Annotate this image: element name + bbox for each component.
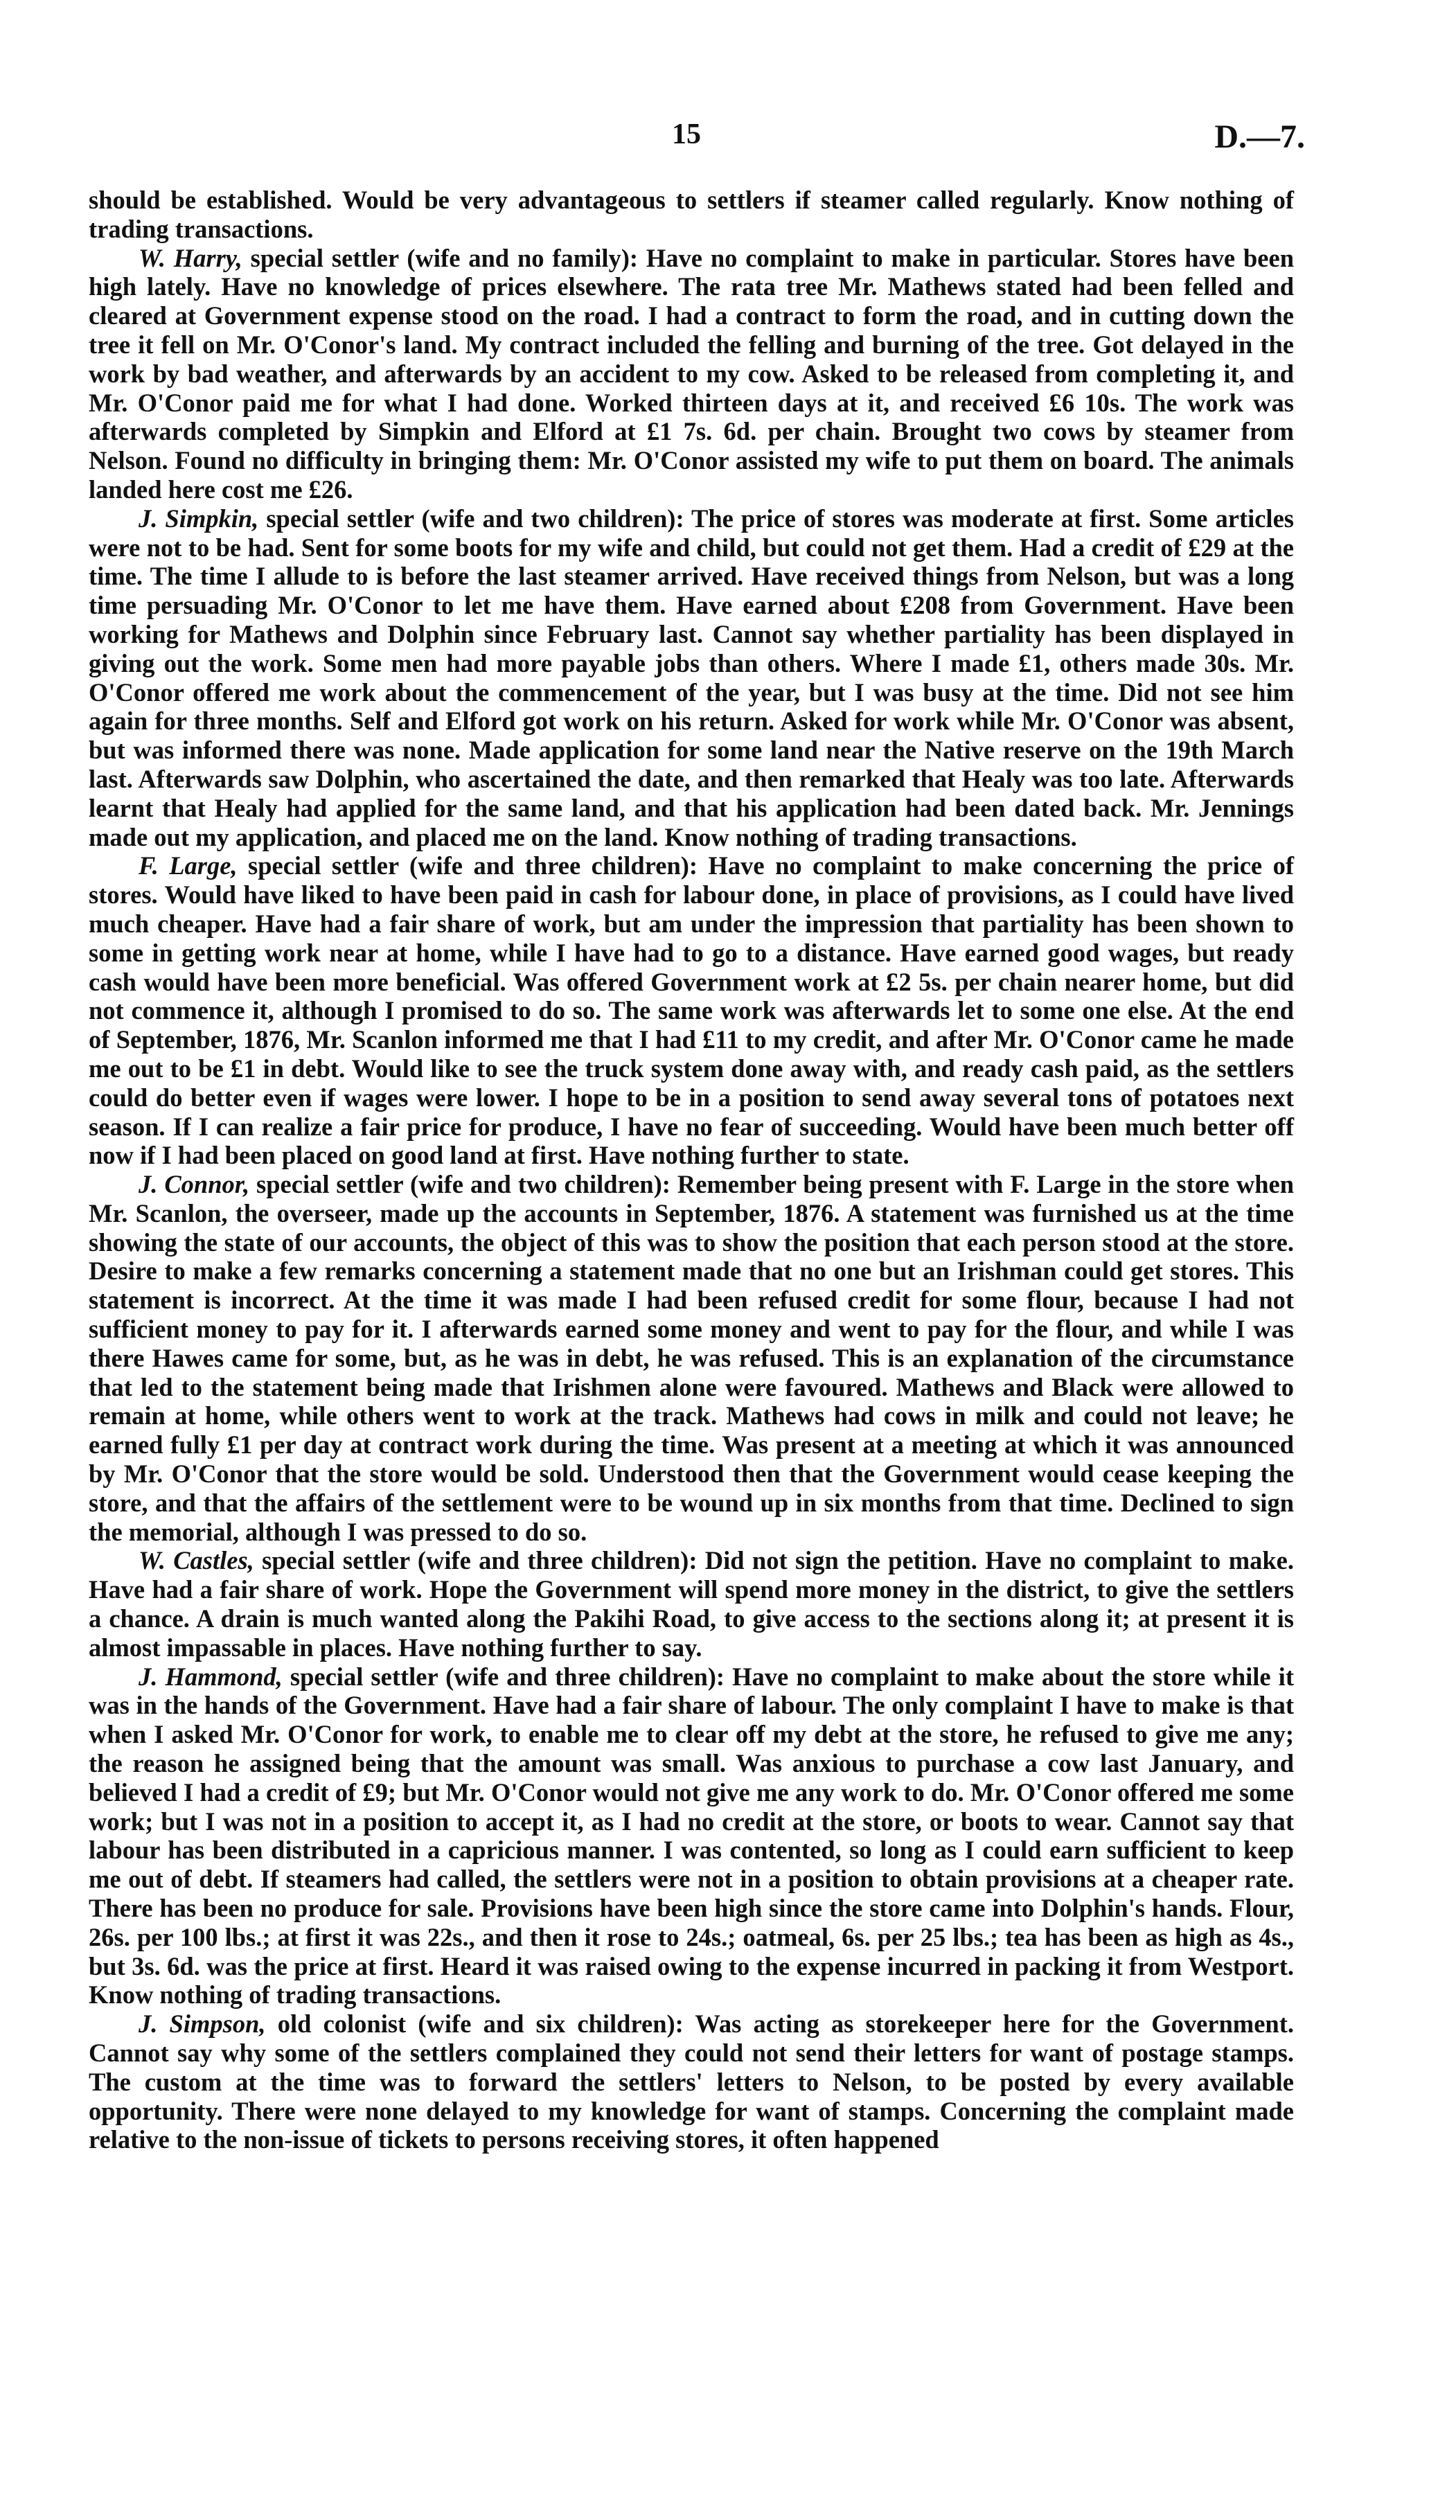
witness-name: J. Hammond, bbox=[139, 1662, 283, 1691]
paragraph-text: should be established. Would be very advantageous to settlers if steamer called regularly. Know nothing of trading transactions. bbox=[89, 186, 1294, 243]
witness-name: F. Large, bbox=[139, 851, 238, 880]
page-number: 15 bbox=[672, 118, 701, 150]
running-head bbox=[0, 118, 1456, 159]
testimony-paragraph-simpkin bbox=[89, 504, 1294, 852]
paragraph-text: special settler (wife and two children): The price of stores was moderate at first. Some articles were not to be had. Sent for some boots for my wife and child, but could not get them. Had a credit of £29 at the time. The time I allude to is before the last steamer arrived. Have received things from Nelson, but was a long time persuading Mr. O'Conor to let me have them. Have earned about £208 from Government. Have been working for Mathews and Dolphin since February last. Cannot say whether partiality has been displayed in giving out the work. Some men had more payable jobs than others. Where I made £1, others made 30s. Mr. O'Conor offered me work about the commencement of the year, but I was busy at the time. Did not see him again for three months. Self and Elford got work on his return. Asked for work while Mr. O'Conor was absent, but was informed there was none. Made application for some land near the Native reserve on the 19th March last. Afterwards saw Dolphin, who ascertained the date, and then remarked that Healy was too late. Afterwards learnt that Healy had applied for the same land, and that his application had been dated back. Mr. Jennings made out my application, and placed me on the land. Know nothing of trading transactions. bbox=[89, 504, 1294, 851]
paragraph-text: old colonist (wife and six children): Was acting as storekeeper here for the Government. Cannot say why some of the settlers complained they could not send their letters for want of postage stamps. The custom at the time was to forward the settlers' letters to Nelson, to be posted by every available opportunity. There were none delayed to my knowledge for want of stamps. Concerning the complaint made relative to the non-issue of tickets to persons receiving stores, it often happened bbox=[89, 2009, 1294, 2154]
testimony-paragraph-simpson bbox=[89, 2009, 1294, 2154]
paragraph-continuation bbox=[89, 186, 1294, 244]
testimony-paragraph-harry bbox=[89, 244, 1294, 504]
paragraph-text: special settler (wife and three children): Have no complaint to make concerning the price of stores. Would have liked to have been paid in cash for labour done, in place of provisions, as I could have lived much cheaper. Have had a fair share of work, but am under the impression that partiality has been shown to some in getting work near at home, while I have had to go to a distance. Have earned good wages, but ready cash would have been more beneficial. Was offered Government work at £2 5s. per chain nearer home, but did not commence it, although I promised to do so. The same work was afterwards let to some one else. At the end of September, 1876, Mr. Scanlon informed me that I had £11 to my credit, and after Mr. O'Conor came he made me out to be £1 in debt. Would like to see the truck system done away with, and ready cash paid, as the settlers could do better even if wages were lower. I hope to be in a position to send away several tons of potatoes next season. If I can realize a fair price for produce, I have no fear of succeeding. Would have been much better off now if I had been placed on good land at first. Have nothing further to state. bbox=[89, 851, 1294, 1170]
body-text bbox=[89, 186, 1294, 2154]
testimony-paragraph-hammond bbox=[89, 1662, 1294, 2010]
witness-name: J. Simpkin, bbox=[139, 504, 259, 533]
witness-name: J. Connor, bbox=[139, 1170, 250, 1199]
testimony-paragraph-large bbox=[89, 851, 1294, 1170]
paragraph-text: special settler (wife and three children): Have no complaint to make about the store while it was in the hands of the Government. Have had a fair share of labour. The only complaint I have to make is that when I asked Mr. O'Conor for work, to enable me to clear off my debt at the store, he refused to give me any; the reason he assigned being that the amount was small. Was anxious to purchase a cow last January, and believed I had a credit of £9; but Mr. O'Conor would not give me any work to do. Mr. O'Conor offered me some work; but I was not in a position to accept it, as I had no credit at the store, or boots to wear. Cannot say that labour has been distributed in a capricious manner. I was contented, so long as I could earn sufficient to keep me out of debt. If steamers had called, the settlers were not in a position to obtain provisions at a cheaper rate. There has been no produce for sale. Provisions have been high since the store came into Dolphin's hands. Flour, 26s. per 100 lbs.; at first it was 22s., and then it rose to 24s.; oatmeal, 6s. per 25 lbs.; tea has been as high as 4s., but 3s. 6d. was the price at first. Heard it was raised owing to the expense incurred in packing it from Westport. Know nothing of trading transactions. bbox=[89, 1662, 1294, 2009]
witness-name: W. Castles, bbox=[139, 1546, 254, 1575]
testimony-paragraph-connor bbox=[89, 1170, 1294, 1546]
paragraph-text: special settler (wife and three children): Did not sign the petition. Have no complaint to make. Have had a fair share of work. Hope the Government will spend more money in the district, to give the settlers a chance. A drain is much wanted along the Pakihi Road, to give access to the sections along it; at present it is almost impassable in places. Have nothing further to say. bbox=[89, 1546, 1294, 1662]
witness-name: W. Harry, bbox=[139, 243, 242, 272]
testimony-paragraph-castles bbox=[89, 1546, 1294, 1662]
paragraph-text: special settler (wife and no family): Have no complaint to make in particular. Stores have been high lately. Have no knowledge of prices elsewhere. The rata tree Mr. Mathews stated had been felled and cleared at Government expense stood on the road. I had a contract to form the road, and in cutting down the tree it fell on Mr. O'Conor's land. My contract included the felling and burning of the tree. Got delayed in the work by bad weather, and afterwards by an accident to my cow. Asked to be released from completing it, and Mr. O'Conor paid me for what I had done. Worked thirteen days at it, and received £6 10s. The work was afterwards completed by Simpkin and Elford at £1 7s. 6d. per chain. Brought two cows by steamer from Nelson. Found no difficulty in bringing them: Mr. O'Conor assisted my wife to put them on board. The animals landed here cost me £26. bbox=[89, 243, 1294, 504]
paragraph-text: special settler (wife and two children): Remember being present with F. Large in the store when Mr. Scanlon, the overseer, made up the accounts in September, 1876. A statement was furnished us at the time showing the state of our accounts, the object of this was to show the position that each person stood at the store. Desire to make a few remarks concerning a statement made that no one but an Irishman could get stores. This statement is incorrect. At the time it was made I had been refused credit for some flour, because I had not sufficient money to pay for it. I afterwards earned some money and went to pay for the flour, and while I was there Hawes came for some, but, as he was in debt, he was refused. This is an explanation of the circumstance that led to the statement being made that Irishmen alone were favoured. Mathews and Black were allowed to remain at home, while others went to work at the track. Mathews had cows in milk and could not leave; he earned fully £1 per day at contract work during the time. Was present at a meeting at which it was announced by Mr. O'Conor that the store would be sold. Understood then that the Government would cease keeping the store, and that the affairs of the settlement were to be wound up in six months from that time. Declined to sign the memorial, although I was pressed to do so. bbox=[89, 1170, 1294, 1546]
document-reference: D.—7. bbox=[1214, 118, 1305, 155]
witness-name: J. Simpson, bbox=[139, 2009, 266, 2039]
